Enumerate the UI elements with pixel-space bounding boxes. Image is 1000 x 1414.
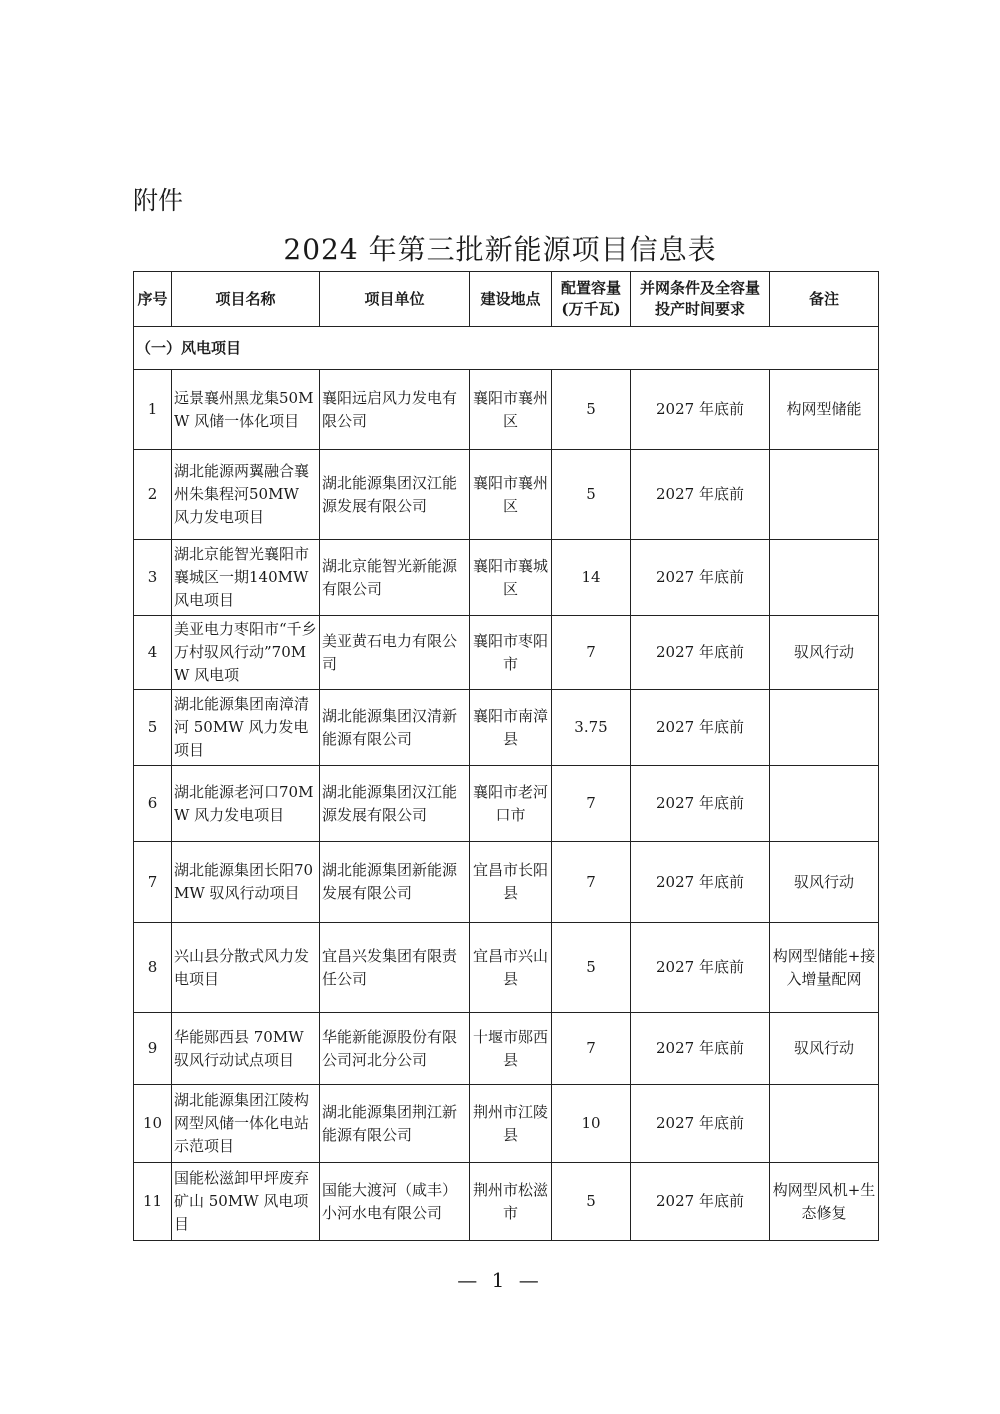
- cell-grid: 2027 年底前: [631, 370, 770, 450]
- cell-name: 美亚电力枣阳市“千乡万村驭风行动”70MW 风电项: [172, 616, 320, 690]
- cell-location: 宜昌市长阳县: [470, 842, 552, 923]
- table-row: [134, 766, 879, 842]
- cell-grid: 2027 年底前: [631, 540, 770, 616]
- table-row: [134, 370, 879, 450]
- cell-remark: 构网型储能+接入增量配网: [770, 923, 879, 1013]
- cell-name: 国能松滋卸甲坪废弃矿山 50MW 风电项目: [172, 1163, 320, 1241]
- cell-name: 湖北能源集团长阳70MW 驭风行动项目: [172, 842, 320, 923]
- project-info-table: [133, 271, 879, 1241]
- table-row: [134, 540, 879, 616]
- cell-grid: 2027 年底前: [631, 923, 770, 1013]
- table-row: [134, 450, 879, 540]
- cell-grid: 2027 年底前: [631, 690, 770, 766]
- cell-grid: 2027 年底前: [631, 1163, 770, 1241]
- cell-unit: 湖北能源集团汉清新能源有限公司: [320, 690, 470, 766]
- cell-remark: 驭风行动: [770, 1013, 879, 1085]
- cell-grid: 2027 年底前: [631, 842, 770, 923]
- cell-remark: [770, 450, 879, 540]
- table-row: [134, 1085, 879, 1163]
- header-remark: 备注: [770, 272, 879, 327]
- table-row: [134, 1013, 879, 1085]
- table-row: [134, 842, 879, 923]
- cell-index: 10: [134, 1085, 172, 1163]
- cell-grid: 2027 年底前: [631, 616, 770, 690]
- cell-remark: 驭风行动: [770, 842, 879, 923]
- cell-unit: 湖北能源集团新能源发展有限公司: [320, 842, 470, 923]
- cell-unit: 湖北能源集团荆江新能源有限公司: [320, 1085, 470, 1163]
- cell-capacity: 5: [552, 450, 631, 540]
- cell-capacity: 14: [552, 540, 631, 616]
- table-header-row: [134, 272, 879, 327]
- cell-unit: 华能新能源股份有限公司河北分公司: [320, 1013, 470, 1085]
- cell-unit: 湖北能源集团汉江能源发展有限公司: [320, 766, 470, 842]
- cell-name: 湖北能源老河口70MW 风力发电项目: [172, 766, 320, 842]
- section-row: [134, 327, 879, 370]
- cell-index: 7: [134, 842, 172, 923]
- cell-index: 1: [134, 370, 172, 450]
- cell-name: 华能郧西县 70MW驭风行动试点项目: [172, 1013, 320, 1085]
- cell-capacity: 7: [552, 766, 631, 842]
- header-location: 建设地点: [470, 272, 552, 327]
- cell-index: 11: [134, 1163, 172, 1241]
- cell-name: 远景襄州黑龙集50MW 风储一体化项目: [172, 370, 320, 450]
- cell-capacity: 3.75: [552, 690, 631, 766]
- cell-grid: 2027 年底前: [631, 1085, 770, 1163]
- header-capacity: 配置容量(万千瓦): [552, 272, 631, 327]
- cell-unit: 湖北京能智光新能源有限公司: [320, 540, 470, 616]
- section-title: （一）风电项目: [134, 327, 879, 370]
- cell-index: 5: [134, 690, 172, 766]
- cell-name: 湖北能源集团南漳清河 50MW 风力发电项目: [172, 690, 320, 766]
- page-number: — 1 —: [457, 1268, 543, 1292]
- cell-capacity: 5: [552, 1163, 631, 1241]
- cell-capacity: 5: [552, 923, 631, 1013]
- cell-capacity: 10: [552, 1085, 631, 1163]
- cell-location: 襄阳市南漳县: [470, 690, 552, 766]
- cell-location: 襄阳市襄城区: [470, 540, 552, 616]
- cell-remark: [770, 766, 879, 842]
- cell-remark: 构网型储能: [770, 370, 879, 450]
- cell-location: 荆州市松滋市: [470, 1163, 552, 1241]
- document-title: 2024 年第三批新能源项目信息表: [283, 233, 717, 266]
- cell-capacity: 5: [552, 370, 631, 450]
- cell-name: 兴山县分散式风力发电项目: [172, 923, 320, 1013]
- cell-location: 宜昌市兴山县: [470, 923, 552, 1013]
- cell-capacity: 7: [552, 616, 631, 690]
- table-row: [134, 923, 879, 1013]
- table-row: [134, 690, 879, 766]
- cell-grid: 2027 年底前: [631, 1013, 770, 1085]
- attachment-label: 附件: [133, 186, 184, 215]
- cell-index: 2: [134, 450, 172, 540]
- cell-unit: 湖北能源集团汉江能源发展有限公司: [320, 450, 470, 540]
- cell-index: 6: [134, 766, 172, 842]
- cell-index: 8: [134, 923, 172, 1013]
- cell-unit: 美亚黄石电力有限公司: [320, 616, 470, 690]
- cell-unit: 襄阳远启风力发电有限公司: [320, 370, 470, 450]
- cell-remark: [770, 540, 879, 616]
- cell-unit: 宜昌兴发集团有限责任公司: [320, 923, 470, 1013]
- table-row: [134, 616, 879, 690]
- cell-index: 9: [134, 1013, 172, 1085]
- cell-location: 襄阳市襄州区: [470, 450, 552, 540]
- cell-location: 襄阳市枣阳市: [470, 616, 552, 690]
- cell-name: 湖北能源两翼融合襄州朱集程河50MW 风力发电项目: [172, 450, 320, 540]
- cell-remark: 构网型风机+生态修复: [770, 1163, 879, 1241]
- cell-unit: 国能大渡河（咸丰）小河水电有限公司: [320, 1163, 470, 1241]
- cell-location: 荆州市江陵县: [470, 1085, 552, 1163]
- cell-grid: 2027 年底前: [631, 450, 770, 540]
- cell-remark: 驭风行动: [770, 616, 879, 690]
- header-name: 项目名称: [172, 272, 320, 327]
- cell-location: 襄阳市襄州区: [470, 370, 552, 450]
- header-index: 序号: [134, 272, 172, 327]
- cell-capacity: 7: [552, 1013, 631, 1085]
- cell-remark: [770, 1085, 879, 1163]
- cell-grid: 2027 年底前: [631, 766, 770, 842]
- cell-index: 4: [134, 616, 172, 690]
- cell-name: 湖北京能智光襄阳市襄城区一期140MW 风电项目: [172, 540, 320, 616]
- cell-capacity: 7: [552, 842, 631, 923]
- cell-remark: [770, 690, 879, 766]
- cell-index: 3: [134, 540, 172, 616]
- cell-location: 襄阳市老河口市: [470, 766, 552, 842]
- table-row: [134, 1163, 879, 1241]
- header-unit: 项目单位: [320, 272, 470, 327]
- cell-location: 十堰市郧西县: [470, 1013, 552, 1085]
- header-grid: 并网条件及全容量投产时间要求: [631, 272, 770, 327]
- cell-name: 湖北能源集团江陵构网型风储一体化电站示范项目: [172, 1085, 320, 1163]
